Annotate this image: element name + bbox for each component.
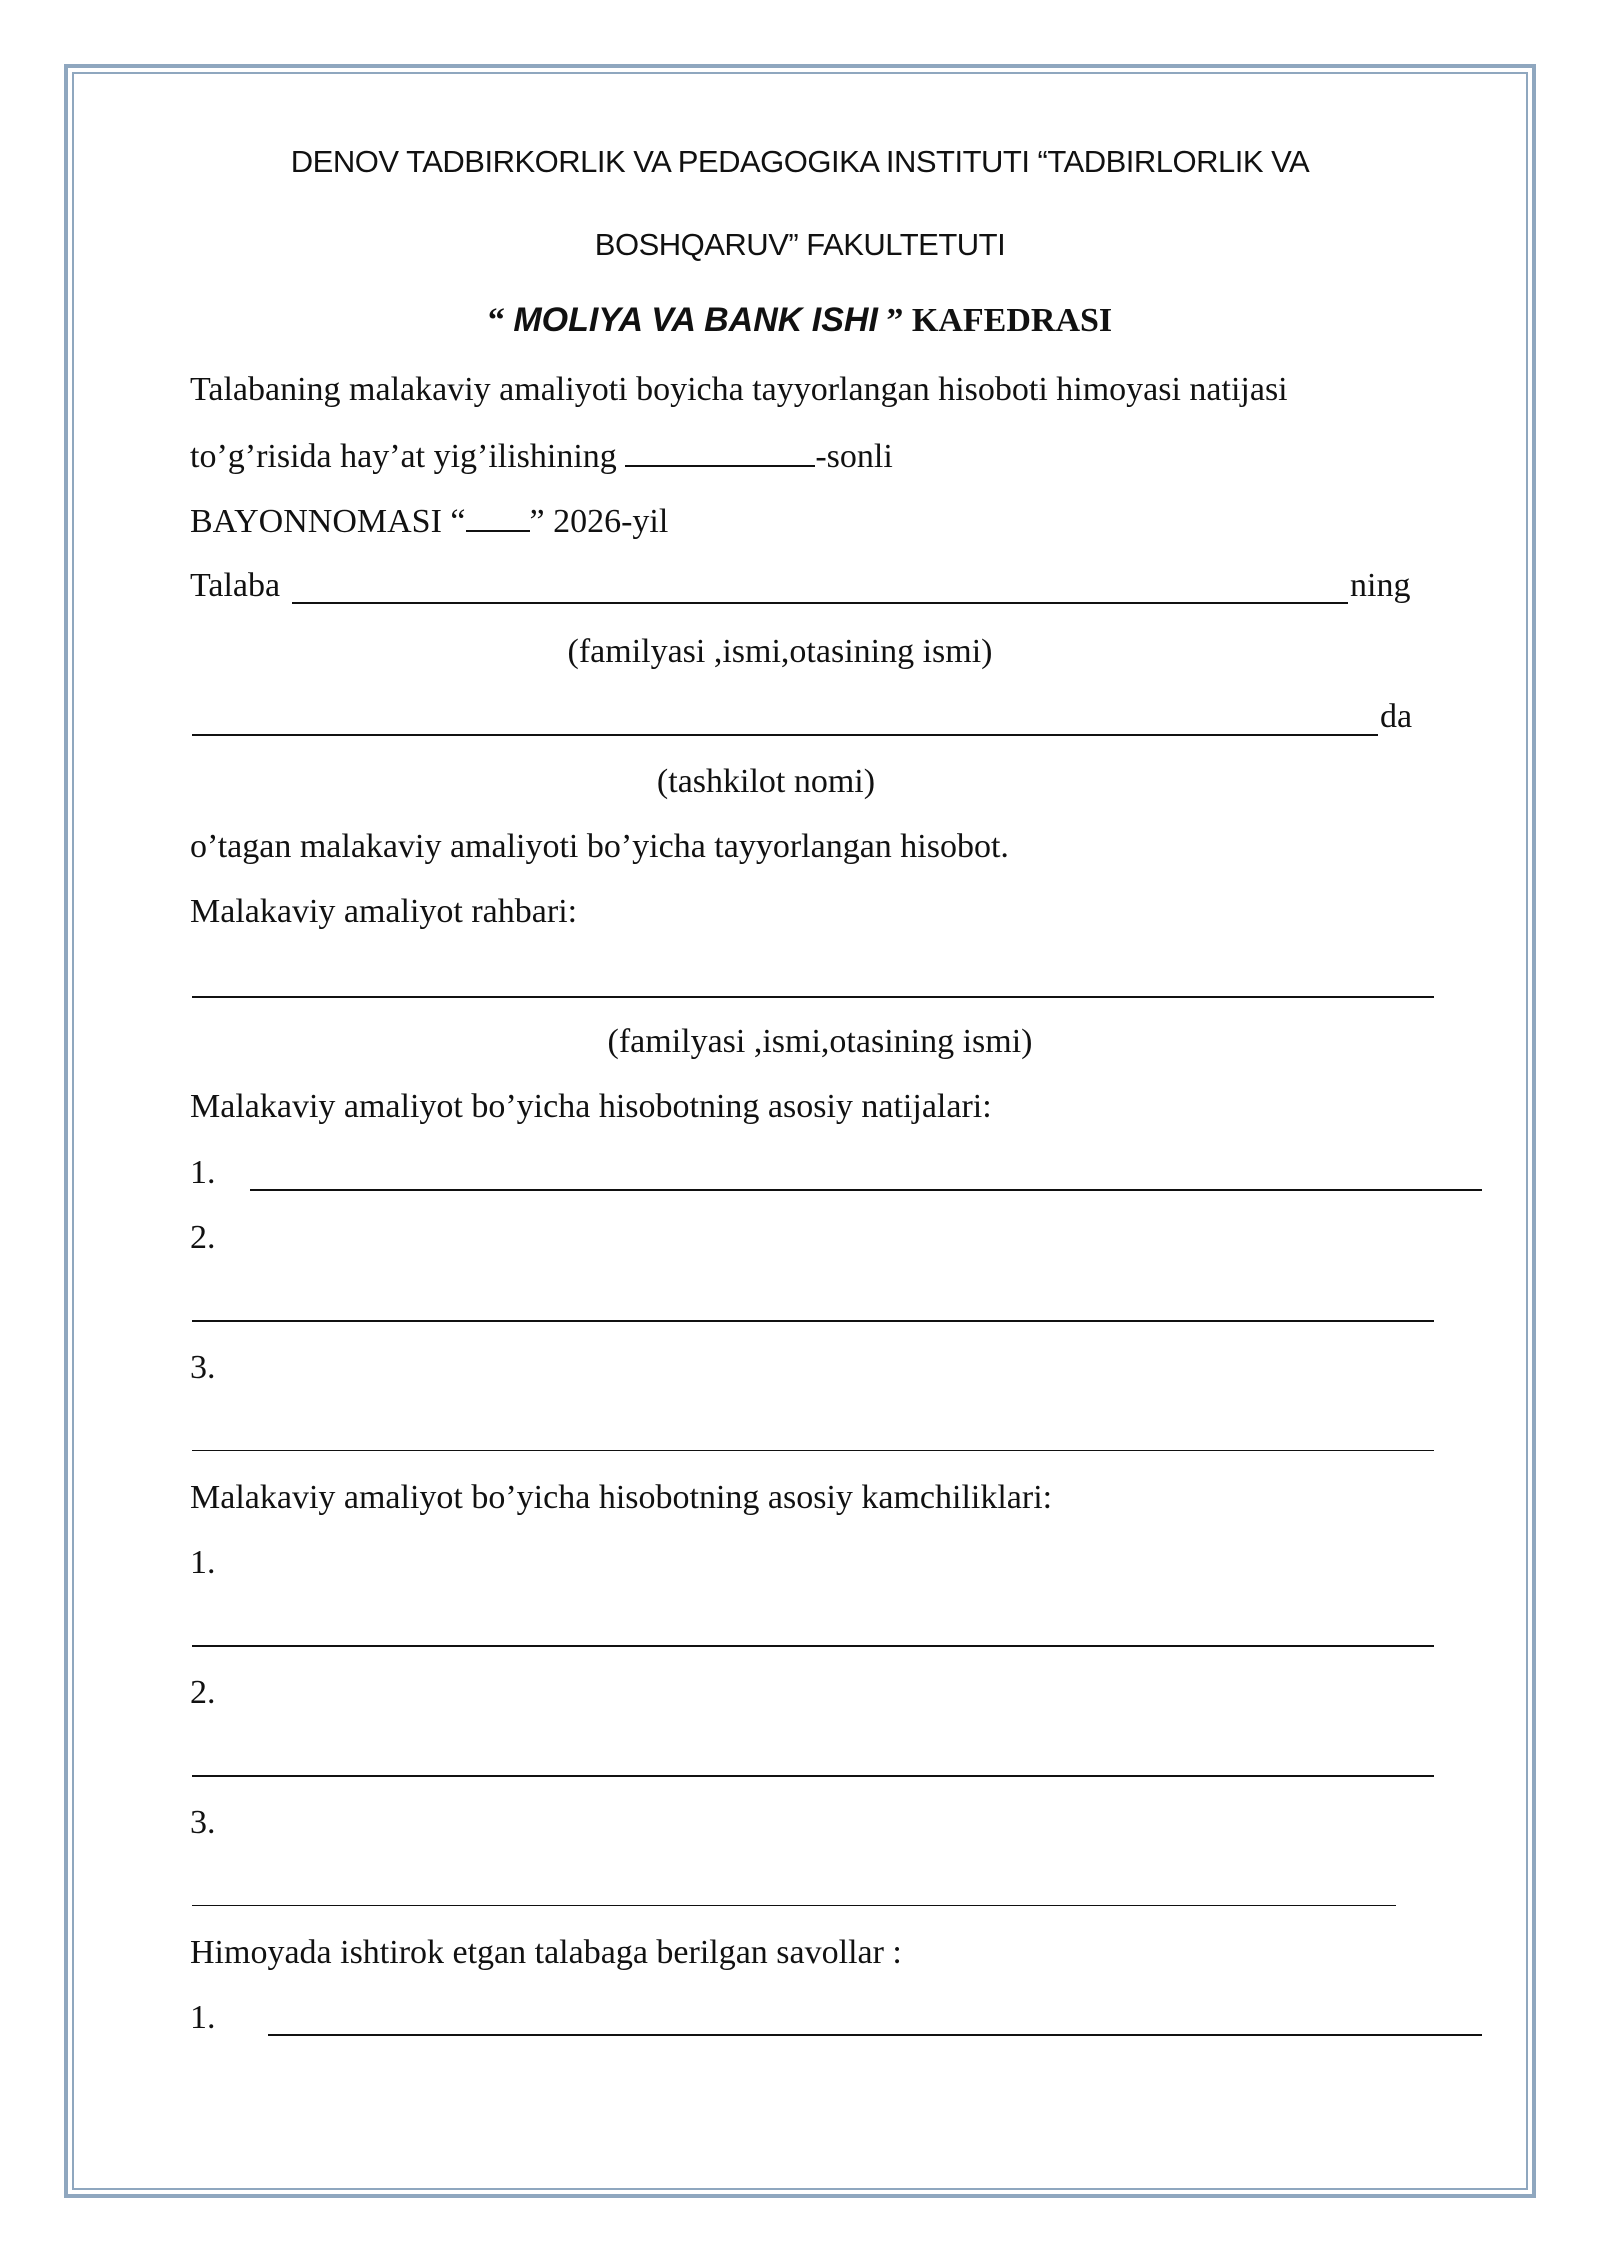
organization-blank[interactable] xyxy=(192,734,1378,736)
shortcomings-item-number: 1. xyxy=(190,1544,216,1581)
bayonnoma-day-blank[interactable] xyxy=(466,500,530,532)
shortcomings-item-3-blank[interactable] xyxy=(192,1905,1396,1906)
shortcomings-item-2-blank[interactable] xyxy=(192,1775,1434,1777)
intro-line2-text: to’g’risida hay’at yig’ilishining xyxy=(190,438,617,475)
results-item-number: 1. xyxy=(190,1154,216,1191)
kafedra-quote-open: “ xyxy=(487,302,505,339)
institute-title-line1: DENOV TADBIRKORLIK VA PEDAGOGIKA INSTITUTI “TADBIRLORLIK VA xyxy=(290,144,1310,179)
bayonnoma-line xyxy=(190,500,668,542)
student-name-caption: (familyasi ,ismi,otasining ismi) xyxy=(567,633,993,670)
questions-item-number: 1. xyxy=(190,1999,216,2036)
results-heading: Malakaviy amaliyot bo’yicha hisobotning asosiy natijalari: xyxy=(190,1088,992,1125)
bayonnoma-prefix: BAYONNOMASI “ xyxy=(190,503,466,540)
results-item-number: 3. xyxy=(190,1349,216,1386)
student-name-blank[interactable] xyxy=(292,602,1348,604)
student-suffix: ning xyxy=(1350,567,1411,604)
report-line: o’tagan malakaviy amaliyoti bo’yicha tayyorlangan hisobot. xyxy=(190,828,1009,865)
supervisor-caption: (familyasi ,ismi,otasining ismi) xyxy=(607,1023,1033,1060)
shortcomings-item-number: 2. xyxy=(190,1674,216,1711)
bayonnoma-suffix: ” 2026-yil xyxy=(529,503,669,540)
shortcomings-item-number: 3. xyxy=(190,1804,216,1841)
intro-line2-suffix: -sonli xyxy=(815,438,893,475)
protocol-number-blank[interactable] xyxy=(625,435,815,467)
student-prefix: Talaba xyxy=(190,567,281,604)
organization-caption: (tashkilot nomi) xyxy=(656,763,876,800)
results-item-2-blank[interactable] xyxy=(192,1320,1434,1322)
organization-suffix: da xyxy=(1380,698,1413,735)
results-item-3-blank[interactable] xyxy=(192,1450,1434,1451)
institute-title-line2: BOSHQARUV” FAKULTETUTI xyxy=(594,227,1006,262)
questions-item-1-blank[interactable] xyxy=(268,2034,1482,2036)
shortcomings-heading: Malakaviy amaliyot bo’yicha hisobotning asosiy kamchiliklari: xyxy=(190,1479,1053,1516)
intro-line2 xyxy=(190,435,893,477)
results-item-number: 2. xyxy=(190,1219,216,1256)
questions-heading: Himoyada ishtirok etgan talabaga berilgan savollar : xyxy=(190,1934,902,1971)
supervisor-name-blank[interactable] xyxy=(192,996,1434,998)
kafedra-title xyxy=(0,300,1600,341)
kafedra-name: MOLIYA VA BANK ISHI xyxy=(513,301,878,339)
kafedra-quote-close: ” KAFEDRASI xyxy=(886,302,1113,339)
supervisor-label: Malakaviy amaliyot rahbari: xyxy=(190,893,578,930)
results-item-1-blank[interactable] xyxy=(250,1189,1482,1191)
shortcomings-item-1-blank[interactable] xyxy=(192,1645,1434,1647)
intro-line1: Talabaning malakaviy amaliyoti boyicha tayyorlangan hisoboti himoyasi natijasi xyxy=(190,371,1288,408)
